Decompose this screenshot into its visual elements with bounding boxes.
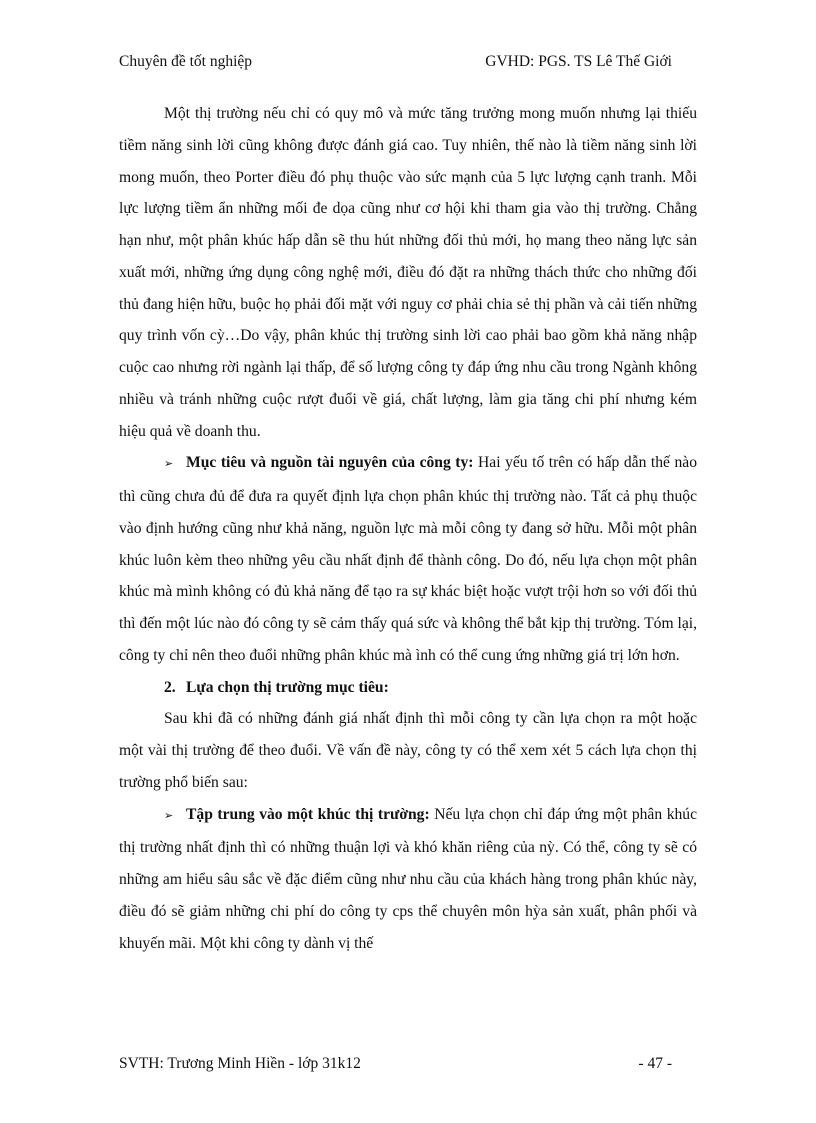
paragraph-single-segment <box>119 799 697 960</box>
header-document-title: Chuyên đề tốt nghiệp <box>119 53 253 70</box>
paragraph-company-objectives-lead: Mục tiêu và nguồn tài nguyên của công ty: <box>186 454 474 472</box>
section-heading-number: 2. <box>164 678 176 696</box>
header-supervisor: GVHD: PGS. TS Lê Thế Giới <box>485 53 672 70</box>
arrow-bullet-icon: ➢ <box>164 458 174 471</box>
paragraph-company-objectives-text: Hai yếu tố trên có hấp dẫn thế nào thì cũng chưa đủ để đưa ra quyết định lựa chọn phân khúc thị trường nào. Tất cả phụ thuộc vào định hướng cũng như khả năng, nguồn lực mà mỗi công ty đang sở hữu. Mỗi một phân khúc luôn kèm theo những yêu cầu nhất định để thành công. Do đó, nếu lựa chọn một phân khúc mà mình không có đủ khả năng để tạo ra sự khác biệt hoặc vượt trội hơn so với đối thủ thì đến một lúc nào đó công ty sẽ cảm thấy quá sức và không thể bắt kịp thị trường. Tóm lại, công ty chỉ nên theo đuổi những phân khúc mà ình có thể cung ứng những giá trị lớn hơn. <box>119 454 697 664</box>
paragraph-profitability: Một thị trường nếu chỉ có quy mô và mức tăng trưởng mong muốn nhưng lại thiếu tiềm năng sinh lời cũng không được đánh giá cao. Tuy nhiên, thế nào là tiềm năng sinh lời mong muốn, theo Porter điều đó phụ thuộc vào sức mạnh của 5 lực lượng cạnh tranh. Mỗi lực lượng tiềm ẩn những mối đe dọa cũng như cơ hội khi tham gia vào thị trường. Chẳng hạn như, một phân khúc hấp dẫn sẽ thu hút những đối thủ mới, họ mang theo năng lực sản xuất mới, những ứng dụng công nghệ mới, điều đó đặt ra những thách thức cho những đối thủ đang hiện hữu, buộc họ phải đối mặt với nguy cơ phải chia sẻ thị phần và cải tiến những quy trình vốn cỳ…Do vậy, phân khúc thị trường sinh lời cao phải bao gồm khả năng nhập cuộc cao nhưng rời ngành lại thấp, để số lượng công ty đáp ứng nhu cầu trong Ngành không nhiều và tránh những cuộc rượt đuổi về giá, chất lượng, làm gia tăng chi phí nhưng kém hiệu quả về doanh thu. <box>119 105 697 440</box>
section-heading-text: Lựa chọn thị trường mục tiêu: <box>186 678 389 696</box>
paragraph-target-market-intro: Sau khi đã có những đánh giá nhất định thì mỗi công ty cần lựa chọn ra một hoặc một vài thị trường để theo đuổi. Về vấn đề này, công ty có thể xem xét 5 cách lựa chọn thị trường phổ biến sau: <box>119 710 697 791</box>
arrow-bullet-icon: ➢ <box>164 809 174 822</box>
page-header <box>119 50 672 74</box>
page-number: - 47 - <box>638 1055 672 1072</box>
page-body <box>119 98 697 959</box>
page-footer <box>119 1052 672 1076</box>
footer-student: SVTH: Trương Minh Hiền - lớp 31k12 <box>119 1055 361 1072</box>
paragraph-single-segment-text: Nếu lựa chọn chỉ đáp ứng một phân khúc thị trường nhất định thì có những thuận lợi và khó khăn riêng của nỳ. Có thể, công ty sẽ có những am hiểu sâu sắc về đặc điểm cũng như nhu cầu của khách hàng trong phân khúc này, điều đó sẽ giảm những chi phí do công ty cps thể chuyên môn hỳa sản xuất, phân phối và khuyến mãi. Một khi công ty dành vị thế <box>119 805 698 952</box>
section-heading <box>119 672 697 704</box>
paragraph-company-objectives <box>119 447 697 671</box>
paragraph-single-segment-lead: Tập trung vào một khúc thị trường: <box>186 805 430 823</box>
